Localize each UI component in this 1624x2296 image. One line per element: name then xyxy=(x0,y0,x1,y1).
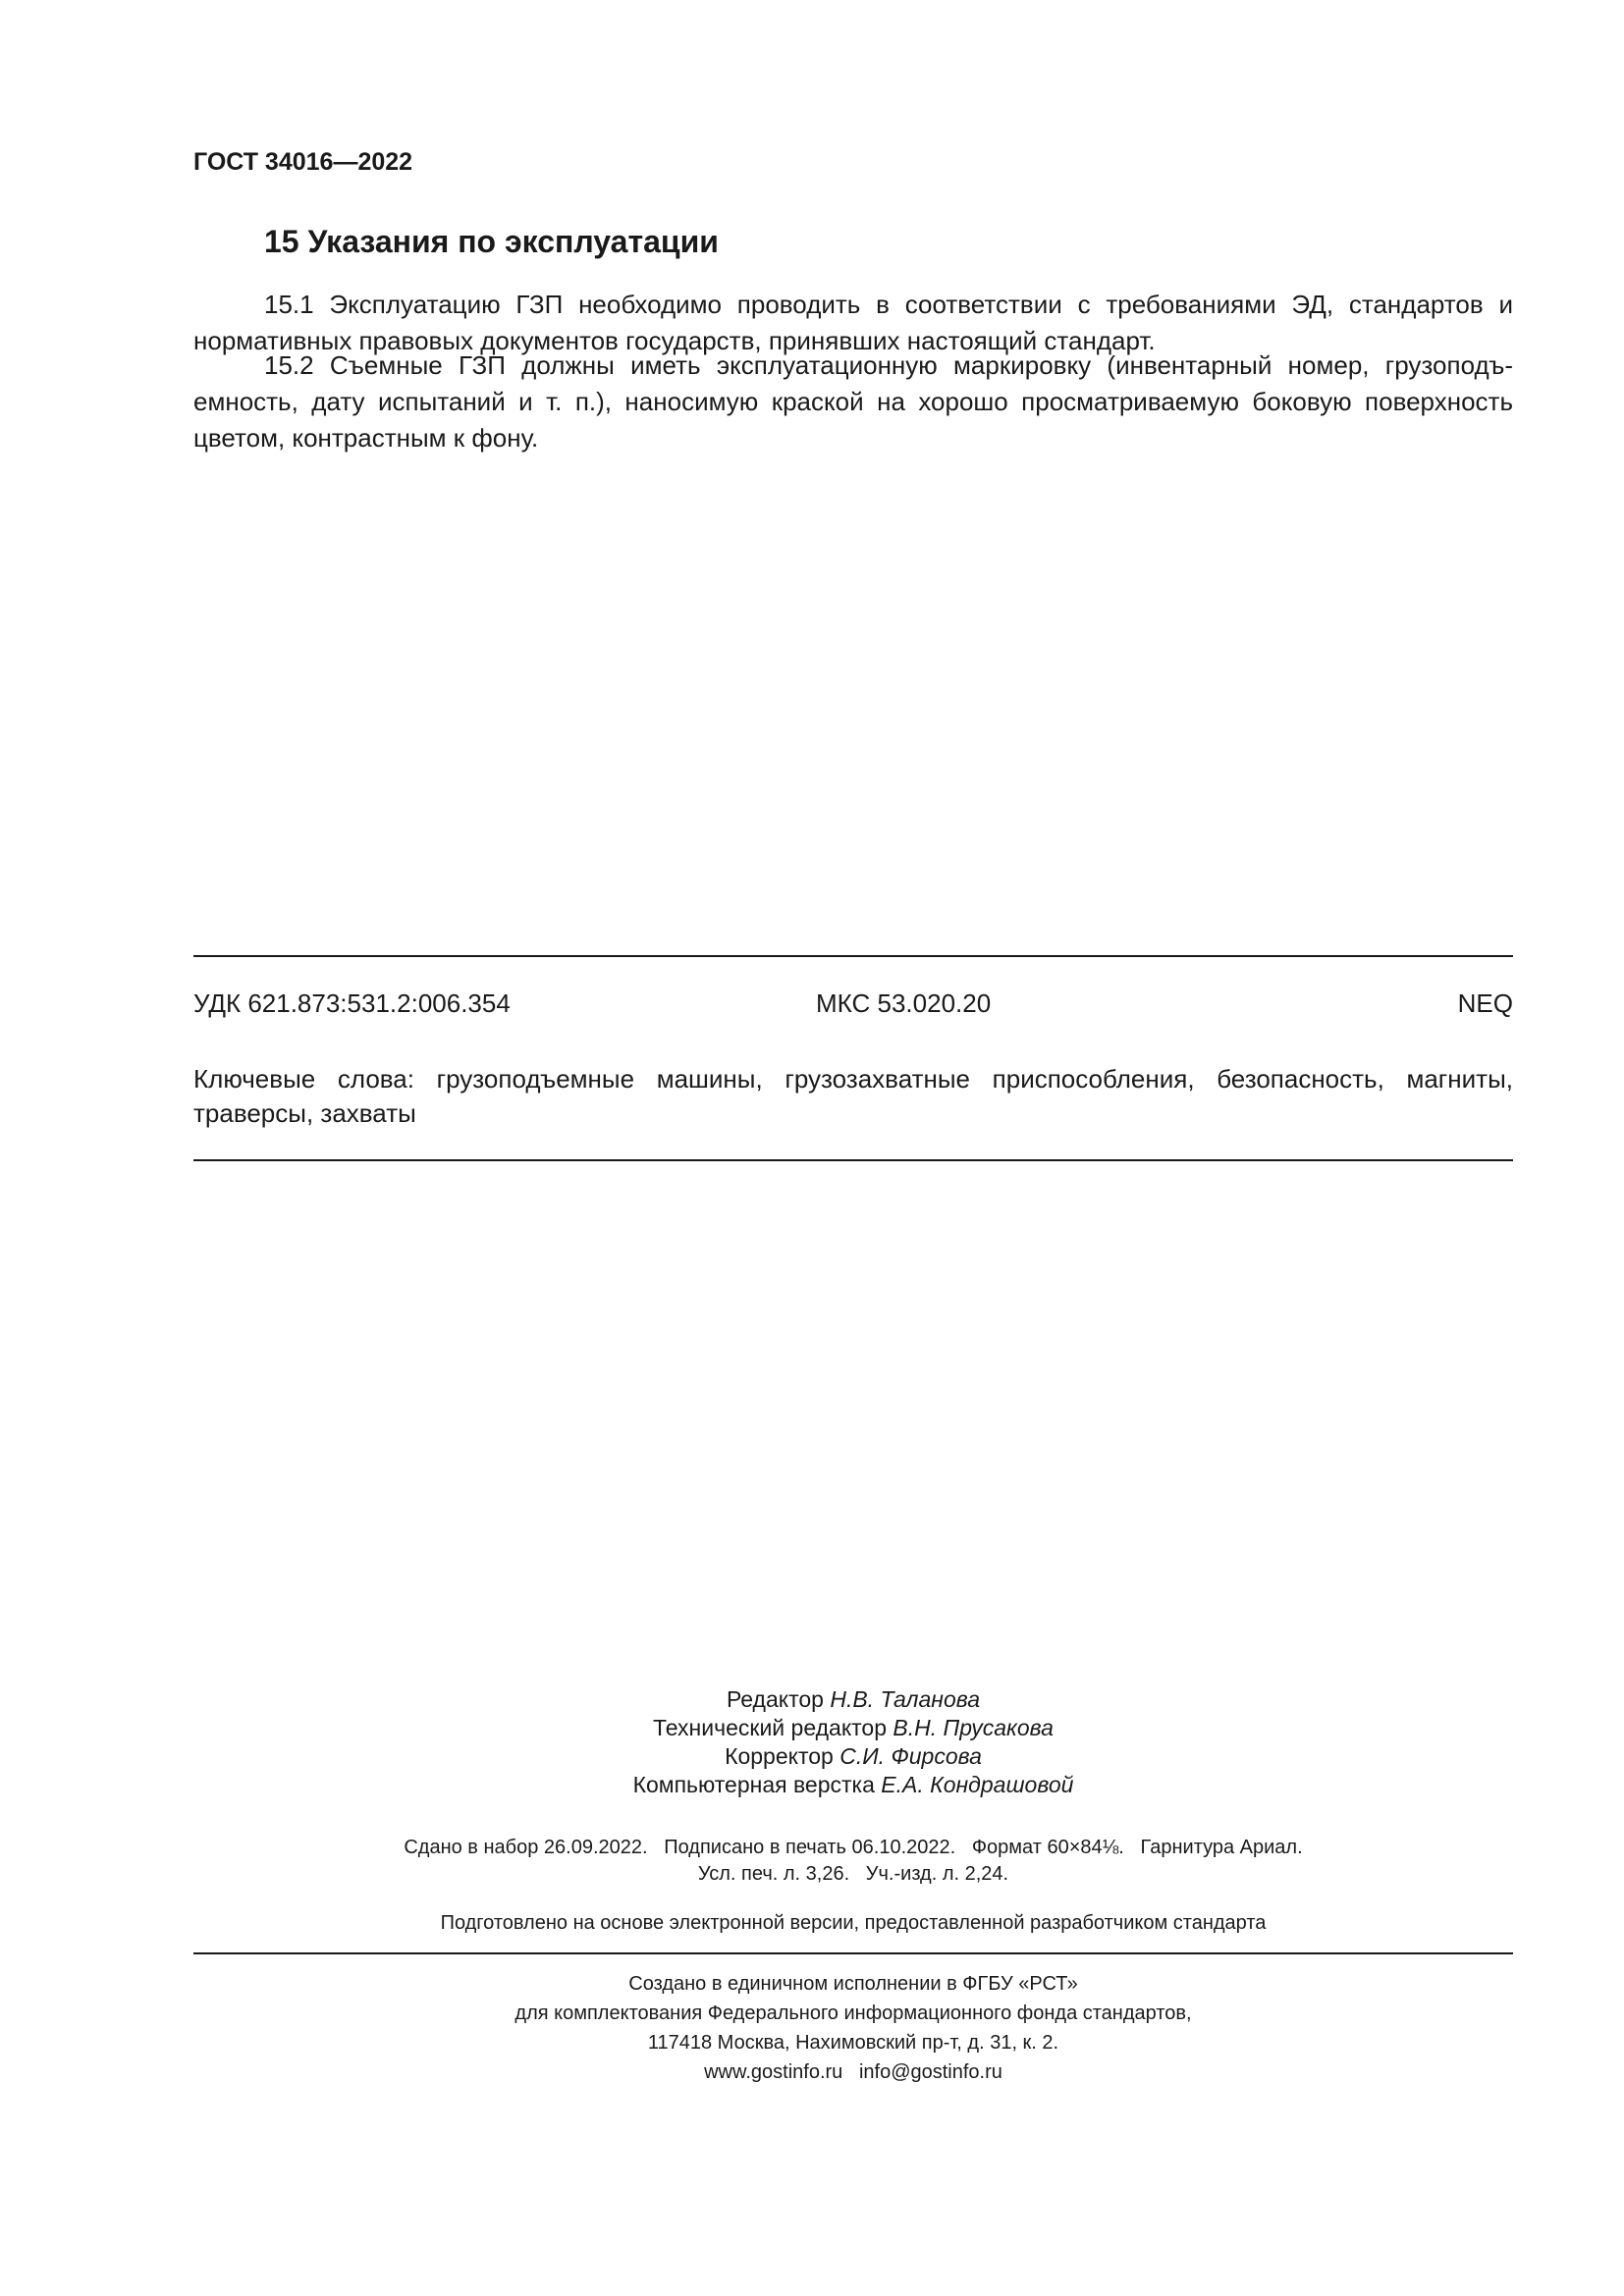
producer-links: www.gostinfo.ru info@gostinfo.ru xyxy=(704,2061,1002,2083)
paragraph-15-1: 15.1 Эксплуатацию ГЗП необходимо проводить в соответствии с требованиями ЭД, стандартов и нормативных правовых документов государств, принявших настоящий стандарт. xyxy=(193,290,1513,355)
editorial-staff xyxy=(193,1685,1513,1799)
document-number-header: ГОСТ 34016—2022 xyxy=(193,148,413,176)
staff-line-proofreader xyxy=(193,1742,1513,1771)
section-title: 15 Указания по эксплуатации xyxy=(264,224,719,259)
print-imprint xyxy=(193,1835,1513,1888)
mks-code: МКС 53.020.20 xyxy=(816,988,992,1018)
staff-role: Компьютерная верстка xyxy=(632,1772,875,1797)
producer-line-2: для комплектования Федерального информационного фонда стандартов, xyxy=(514,2002,1192,2024)
imprint-line-2: Усл. печ. л. 3,26. Уч.-изд. л. 2,24. xyxy=(697,1863,1009,1885)
prepared-note: Подготовлено на основе электронной версии, предоставленной разработчиком стандарта xyxy=(440,1912,1267,1934)
staff-role: Редактор xyxy=(726,1686,824,1712)
staff-role: Технический редактор xyxy=(653,1715,888,1740)
operation-instructions-section xyxy=(193,0,1513,471)
imprint-line-1: Сдано в набор 26.09.2022. Подписано в печать 06.10.2022. Формат 60×84⅛. Гарнитура Ариал. xyxy=(404,1837,1303,1858)
staff-role: Корректор xyxy=(725,1743,834,1769)
paragraph-15-2: 15.2 Съемные ГЗП должны иметь эксплуатационную маркировку (инвентарный номер, грузоподъемность, дату испытаний и т. п.), наносимую краской на хорошо просматриваемую боковую поверхность цветом, контрастным к фону. xyxy=(193,350,1513,453)
divider-top xyxy=(193,955,1513,957)
staff-name: С.И. Фирсова xyxy=(839,1743,982,1769)
staff-line-editor xyxy=(193,1685,1513,1714)
producer-line-3: 117418 Москва, Нахимовский пр-т, д. 31, к. 2. xyxy=(647,2032,1059,2054)
producer-info xyxy=(193,1969,1513,2087)
staff-name: Н.В. Таланова xyxy=(830,1686,981,1712)
divider-middle xyxy=(193,1159,1513,1161)
staff-line-technical-editor xyxy=(193,1714,1513,1742)
keywords-text: Ключевые слова: грузоподъемные машины, грузозахватные приспособления, безопасность, магниты, траверсы, захваты xyxy=(193,1064,1513,1128)
staff-name: Е.А. Кондрашовой xyxy=(881,1772,1074,1797)
producer-line-1: Создано в единичном исполнении в ФГБУ «РСТ» xyxy=(628,1973,1078,1995)
divider-bottom xyxy=(193,1952,1513,1954)
udk-code: УДК 621.873:531.2:006.354 xyxy=(193,988,511,1018)
equivalence-mark: NEQ xyxy=(1457,988,1513,1018)
staff-line-layout xyxy=(193,1771,1513,1799)
staff-name: В.Н. Прусакова xyxy=(893,1715,1054,1740)
